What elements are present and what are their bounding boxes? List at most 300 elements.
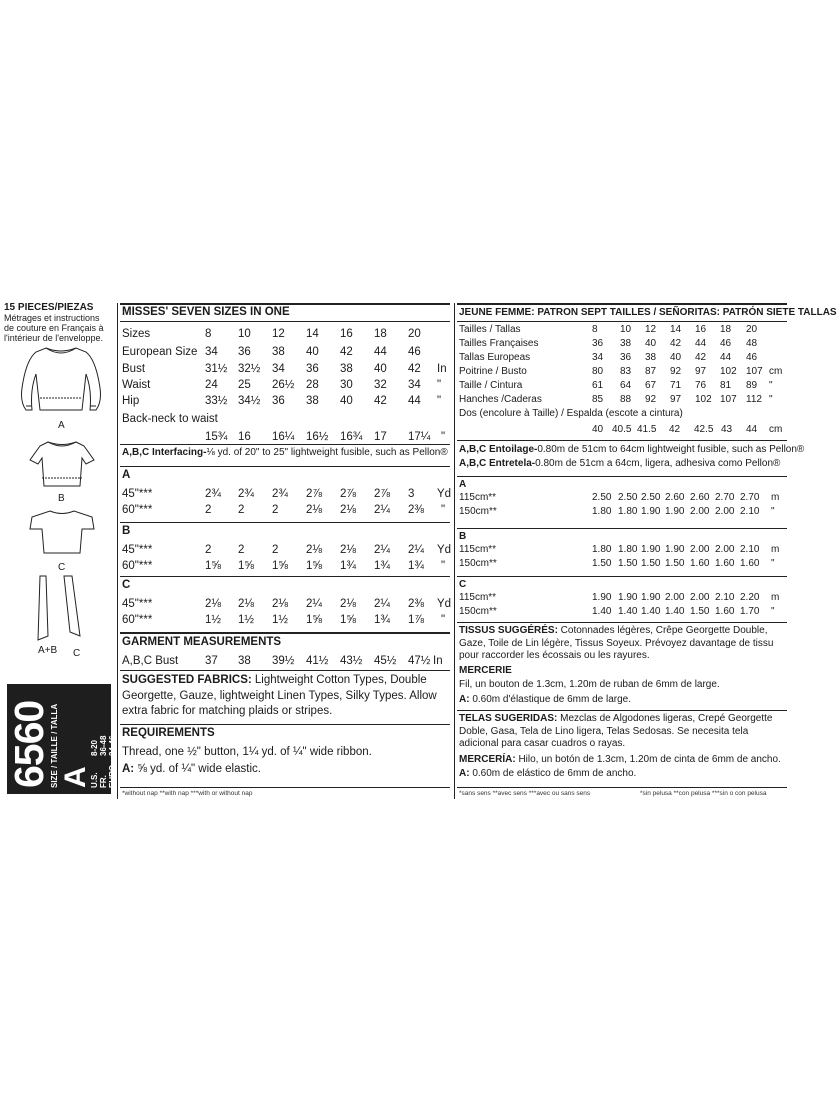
size-row-label: Waist [122, 379, 151, 391]
size-value: 20 [746, 324, 758, 335]
meterage-value: 1.80 [618, 506, 638, 517]
size-value: 80 [592, 366, 604, 377]
size-row-label: Sizes [122, 328, 151, 340]
entoilage-head: A,B,C Entoilage- [459, 444, 538, 455]
rule-line [120, 576, 450, 577]
mercerie-line: Fil, un bouton de 1.3cm, 1.20m de ruban de 6mm de large. [459, 679, 720, 690]
requirements-title: REQUIREMENTS [122, 727, 215, 739]
tissus-suggeres-head: TISSUS SUGGÉRÉS: [459, 625, 558, 636]
size-value: 10 [238, 328, 251, 340]
rule-line [120, 724, 450, 725]
merceria-a-head: A: [459, 768, 470, 779]
meterage-value: 2.60 [665, 492, 685, 503]
meterage-value: 2.10 [740, 506, 760, 517]
yardage-value: 2¼ [374, 504, 390, 516]
yardage-value: 1⅝ [306, 560, 322, 572]
backneck-value: 16 [238, 431, 251, 443]
size-value: 36 [306, 363, 319, 375]
meterage-value: 2.00 [690, 544, 710, 555]
size-value: 46 [408, 346, 421, 358]
yardage-value: 2 [238, 544, 245, 556]
rule-line [120, 466, 450, 467]
size-value: 34½ [238, 395, 261, 407]
size-value: 40 [306, 346, 319, 358]
fabric-width-label: 115cm** [459, 592, 497, 603]
meterage-value: 2.20 [740, 592, 760, 603]
unit-label: Yd [437, 544, 452, 556]
unit-label: " [437, 379, 442, 391]
size-row-label: Hip [122, 395, 140, 407]
view-label: C [122, 579, 131, 591]
meterage-value: 2.10 [740, 544, 760, 555]
unit-label: cm [769, 424, 783, 435]
meterage-value: 1.40 [665, 606, 685, 617]
french-note-line: Métrages et instructions [4, 313, 100, 323]
size-value: 61 [592, 380, 604, 391]
size-badge [6, 684, 117, 794]
size-value: 107 [720, 394, 737, 405]
size-value: 34 [408, 379, 421, 391]
view-b-sketch [24, 438, 100, 492]
garment-value: 37 [205, 655, 218, 667]
french-note-line: de couture en Français à [4, 323, 104, 333]
size-value: 16 [695, 324, 707, 335]
yardage-value: 2¼ [306, 598, 322, 610]
size-value: 28 [306, 379, 319, 391]
yardage-value: 1½ [272, 614, 288, 626]
size-value: 46 [746, 352, 758, 363]
requirements-a-head: A: [122, 763, 135, 775]
garment-value: 38 [238, 655, 251, 667]
telas-sugeridas [459, 713, 785, 751]
requirements-line: Thread, one ½" button, 1¼ yd. of ¼" wide ribbon. [122, 746, 372, 758]
backneck-value: 41.5 [637, 424, 657, 435]
footnote: *without nap **with nap ***with or without nap [122, 790, 253, 797]
fabric-width-label: 60"*** [122, 504, 153, 516]
yardage-value: 2⅛ [205, 598, 221, 610]
rule-line [120, 522, 450, 523]
interfacing-line [122, 447, 448, 459]
size-ranges [90, 736, 117, 788]
meterage-value: 1.60 [715, 558, 735, 569]
french-note-line: l'intérieur de l'enveloppe. [4, 333, 103, 343]
footnote-es: *sin pelusa **con pelusa ***sin o con pelusa [640, 790, 767, 797]
meterage-value: 1.90 [641, 506, 661, 517]
meterage-value: 2.00 [690, 506, 710, 517]
unit-label: In [437, 363, 447, 375]
yardage-value: 2 [238, 504, 245, 516]
unit-label: " [771, 558, 775, 569]
size-value: 25 [238, 379, 251, 391]
size-value: 32½ [238, 363, 261, 375]
size-value: 14 [670, 324, 682, 335]
entretela-line [459, 458, 780, 470]
telas-sugeridas-head: TELAS SUGERIDAS: [459, 713, 558, 724]
meterage-value: 1.90 [592, 592, 612, 603]
merceria-head: MERCERÍA: [459, 754, 516, 765]
size-value: 34 [592, 352, 604, 363]
rule-line [457, 303, 787, 305]
column-divider [117, 303, 118, 799]
size-value: 64 [620, 380, 632, 391]
unit-label: " [441, 560, 446, 572]
size-value: 42 [670, 338, 682, 349]
size-value: 30 [340, 379, 353, 391]
size-row-label: European Size [122, 346, 198, 358]
yardage-value: 2⅞ [306, 488, 322, 500]
pattern-number: 6560 [6, 700, 52, 788]
size-value: 48 [746, 338, 758, 349]
backneck-value: 16¼ [272, 431, 295, 443]
backneck-value: 15¾ [205, 431, 228, 443]
rule-line [457, 440, 787, 441]
yardage-value: 1¾ [374, 614, 390, 626]
yardage-value: 2⅛ [340, 544, 356, 556]
fabric-width-label: 45"*** [122, 598, 153, 610]
backneck-value: 44 [746, 424, 758, 435]
yardage-value: 1⅞ [408, 614, 424, 626]
backneck-value: 17 [374, 431, 387, 443]
tissus-suggeres-text: Cotonnades légères, Crêpe Georgette Double, Gaze, Toile de Lin légère, Tissus Soyeux. Prévoyez davantage de tissu pour raccorder les écossais ou les rayures. [459, 625, 774, 661]
size-value: 38 [620, 338, 632, 349]
yardage-value: 2⅛ [306, 544, 322, 556]
entoilage-text: 0.80m de 51cm to 64cm lightweight fusible, such as Pellon® [537, 444, 805, 455]
meterage-value: 1.40 [641, 606, 661, 617]
euro-label: EURO. [108, 762, 117, 788]
yardage-value: 1⅝ [238, 560, 254, 572]
garment-title: GARMENT MEASUREMENTS [122, 636, 282, 648]
view-label-a: A [58, 420, 65, 431]
french-title: JEUNE FEMME: PATRON SEPT TAILLES / SEÑORITAS: PATRÓN SIETE TALLAS [459, 307, 837, 318]
size-row-label: Bust [122, 363, 146, 375]
size-value: 92 [645, 394, 657, 405]
rule-line [120, 787, 450, 788]
meterage-value: 1.90 [665, 506, 685, 517]
unit-label: Yd [437, 598, 452, 610]
size-value: 8 [205, 328, 212, 340]
size-label: SIZE / TAILLE / TALLA [50, 703, 59, 788]
size-value: 44 [374, 346, 387, 358]
meterage-value: 1.50 [618, 558, 638, 569]
size-value: 14 [306, 328, 319, 340]
meterage-value: 1.50 [665, 558, 685, 569]
telas-sugeridas-text: Mezclas de Algodones ligeras, Crepé Georgette Doble, Gasa, Tela de Lino ligera, Telas Sedosas. Se necesita tela adicional para casar cuadros o rayas. [459, 713, 773, 749]
mercerie-a [459, 694, 631, 706]
size-value: 38 [340, 363, 353, 375]
rule-line [457, 576, 787, 577]
size-value: 16 [340, 328, 353, 340]
size-value: 10 [620, 324, 632, 335]
yardage-value: 2⅜ [408, 504, 424, 516]
pieces-count: 15 PIECES/PIEZAS [4, 302, 94, 313]
yardage-value: 1½ [205, 614, 221, 626]
entoilage-line [459, 444, 804, 456]
size-value: 34 [205, 346, 218, 358]
rule-line [457, 321, 787, 322]
size-value: 26½ [272, 379, 295, 391]
fabric-width-label: 150cm** [459, 558, 497, 569]
yardage-value: 2¾ [272, 488, 288, 500]
size-value: 38 [306, 395, 319, 407]
yardage-value: 2⅛ [272, 598, 288, 610]
unit-label: " [771, 606, 775, 617]
rule-line [120, 321, 450, 322]
size-value: 33½ [205, 395, 228, 407]
yardage-value: 1¾ [374, 560, 390, 572]
backneck-value: 40 [592, 424, 604, 435]
meterage-value: 2.50 [618, 492, 638, 503]
meterage-value: 2.00 [715, 544, 735, 555]
fabric-width-label: 60"*** [122, 560, 153, 572]
rule-line [120, 670, 450, 671]
yardage-value: 2⅛ [340, 598, 356, 610]
unit-label: " [769, 394, 773, 405]
meterage-value: 2.50 [592, 492, 612, 503]
size-value: 44 [408, 395, 421, 407]
rule-line [120, 632, 450, 634]
size-value: 89 [746, 380, 758, 391]
unit-label: Yd [437, 488, 452, 500]
meterage-value: 1.90 [618, 592, 638, 603]
merceria-a-text: 0.60m de elástico de 6mm de ancho. [469, 768, 637, 779]
fabric-width-label: 115cm** [459, 492, 497, 503]
entretela-head: A,B,C Entretela- [459, 458, 536, 469]
meterage-value: 1.60 [740, 558, 760, 569]
size-value: 112 [746, 394, 762, 405]
meterage-value: 2.60 [690, 492, 710, 503]
size-value: 107 [746, 366, 763, 377]
size-row-label: Tallas Europeas [459, 352, 531, 363]
backneck-value: 42.5 [694, 424, 714, 435]
yardage-value: 2 [272, 504, 279, 516]
yardage-value: 2¼ [374, 598, 390, 610]
yardage-value: 1⅝ [205, 560, 221, 572]
garment-label: A,B,C Bust [122, 655, 179, 667]
rule-line [457, 710, 787, 711]
size-value: 42 [695, 352, 707, 363]
view-label: B [122, 525, 131, 537]
size-value: 44 [720, 352, 732, 363]
interfacing-head: A,B,C Interfacing- [122, 447, 207, 458]
unit-label: " [441, 431, 446, 443]
meterage-value: 1.90 [641, 544, 661, 555]
fabric-width-label: 60"*** [122, 614, 153, 626]
size-value: 24 [205, 379, 218, 391]
meterage-value: 2.10 [715, 592, 735, 603]
fr-label: FR. [99, 775, 108, 788]
view-a-sketch [16, 340, 106, 420]
view-label-c: C [58, 562, 66, 573]
view-label: B [459, 531, 467, 542]
column-divider [454, 303, 455, 799]
view-label-c2: C [73, 648, 81, 659]
size-value: 46 [720, 338, 732, 349]
yardage-value: 2⅜ [408, 598, 424, 610]
size-row-label: Poitrine / Busto [459, 366, 527, 377]
meterage-value: 2.50 [641, 492, 661, 503]
yardage-value: 1⅝ [306, 614, 322, 626]
garment-value: 43½ [340, 655, 363, 667]
yardage-value: 1⅝ [272, 560, 288, 572]
mercerie-a-text: 0.60m d'élastique de 6mm de large. [469, 694, 632, 705]
view-label: C [459, 579, 467, 590]
size-row-label: Taille / Cintura [459, 380, 523, 391]
rule-line [120, 444, 450, 445]
backneck-value: 17¼ [408, 431, 431, 443]
yardage-value: 2⅞ [340, 488, 356, 500]
meterage-value: 1.40 [592, 606, 612, 617]
size-value: 71 [670, 380, 682, 391]
meterage-value: 1.90 [641, 592, 661, 603]
fabric-width-label: 45"*** [122, 488, 153, 500]
suggested-fabrics [122, 673, 448, 720]
yardage-value: 2¼ [408, 544, 424, 556]
unit-label: " [441, 504, 446, 516]
size-value: 83 [620, 366, 632, 377]
view-c-sketch [24, 507, 100, 559]
size-value: 97 [695, 366, 707, 377]
unit-label: " [769, 380, 773, 391]
euro-range: 34-46 [108, 735, 117, 756]
mercerie-a-head: A: [459, 694, 470, 705]
size-letter: A [59, 766, 92, 788]
meterage-value: 1.40 [618, 606, 638, 617]
size-value: 18 [720, 324, 732, 335]
size-value: 88 [620, 394, 632, 405]
size-value: 102 [695, 394, 712, 405]
backneck-value: 42 [669, 424, 681, 435]
backneck-value: 16½ [306, 431, 329, 443]
us-label: U.S. [90, 772, 99, 788]
meterage-value: 1.70 [740, 606, 760, 617]
meterage-value: 1.60 [715, 606, 735, 617]
yardage-value: 1⅝ [340, 614, 356, 626]
size-value: 40 [670, 352, 682, 363]
unit-label: m [771, 592, 780, 603]
size-value: 85 [592, 394, 604, 405]
merceria [459, 754, 785, 767]
yardage-value: 2¾ [205, 488, 221, 500]
size-value: 31½ [205, 363, 228, 375]
us-range: 8-20 [90, 739, 99, 756]
garment-value: 47½ [408, 655, 431, 667]
suggested-fabrics-text: Lightweight Cotton Types, Double Georgette, Gauze, lightweight Linen Types, Silky Types. Allow extra fabric for matching plaids or stripes. [122, 674, 437, 717]
size-value: 36 [238, 346, 251, 358]
pieces-note [4, 303, 122, 343]
yardage-value: 2⅞ [374, 488, 390, 500]
size-value: 67 [645, 380, 657, 391]
requirements-a-text: ⅝ yd. of ¼" wide elastic. [134, 763, 261, 775]
size-value: 42 [340, 346, 353, 358]
size-value: 92 [670, 366, 682, 377]
size-value: 81 [720, 380, 732, 391]
backneck-value: 16¾ [340, 431, 363, 443]
unit-label: cm [769, 366, 783, 377]
rule-line [120, 303, 450, 305]
garment-value: 39½ [272, 655, 295, 667]
size-value: 36 [592, 338, 604, 349]
size-value: 38 [272, 346, 285, 358]
size-value: 38 [645, 352, 657, 363]
meterage-value: 1.80 [592, 544, 612, 555]
entretela-text: 0.80m de 51cm a 64cm, ligera, adhesiva como Pellon® [535, 458, 781, 469]
rule-line [457, 787, 787, 788]
size-row-label: Tailles Françaises [459, 338, 539, 349]
fr-range: 36-48 [99, 735, 108, 756]
footnote-fr: *sans sens **avec sens ***avec ou sans sens [459, 790, 591, 797]
backneck-label: Back-neck to waist [122, 413, 218, 425]
size-value: 34 [272, 363, 285, 375]
view-label-b: B [58, 493, 65, 504]
unit-label: " [437, 395, 442, 407]
yardage-value: 2 [205, 504, 212, 516]
view-label: A [459, 479, 467, 490]
english-title: MISSES' SEVEN SIZES IN ONE [122, 306, 290, 318]
size-value: 20 [408, 328, 421, 340]
merceria-a [459, 768, 636, 780]
meterage-value: 2.00 [715, 506, 735, 517]
garment-value: 45½ [374, 655, 397, 667]
size-value: 44 [695, 338, 707, 349]
size-value: 42 [408, 363, 421, 375]
size-value: 76 [695, 380, 707, 391]
rule-line [457, 476, 787, 477]
size-value: 8 [592, 324, 598, 335]
meterage-value: 2.70 [715, 492, 735, 503]
tissus-suggeres [459, 625, 785, 663]
yardage-value: 2 [205, 544, 212, 556]
merceria-text: Hilo, un botón de 1.3cm, 1.20m de cinta de 6mm de ancho. [515, 754, 781, 765]
meterage-value: 1.50 [641, 558, 661, 569]
yardage-value: 2¼ [374, 544, 390, 556]
meterage-value: 1.50 [690, 606, 710, 617]
size-value: 40 [374, 363, 387, 375]
interfacing-text: ⅛ yd. of 20" to 25" lightweight fusible, such as Pellon® [206, 447, 448, 458]
yardage-value: 3 [408, 488, 415, 500]
unit-label: m [771, 544, 780, 555]
unit-label: " [441, 614, 446, 626]
yardage-value: 2 [272, 544, 279, 556]
garment-value: 41½ [306, 655, 329, 667]
rule-line [457, 528, 787, 529]
backneck-value: 43 [721, 424, 733, 435]
meterage-value: 1.90 [665, 544, 685, 555]
size-value: 87 [645, 366, 657, 377]
meterage-value: 1.80 [592, 506, 612, 517]
size-value: 102 [720, 366, 737, 377]
fabric-width-label: 150cm** [459, 506, 497, 517]
size-row-label: Tailles / Tallas [459, 324, 521, 335]
size-value: 36 [272, 395, 285, 407]
requirements-a [122, 762, 261, 776]
size-value: 32 [374, 379, 387, 391]
view-label-ab: A+B [38, 645, 58, 656]
yardage-value: 2¾ [238, 488, 254, 500]
size-value: 12 [272, 328, 285, 340]
backneck-value: 40.5 [612, 424, 632, 435]
rule-line [457, 622, 787, 623]
meterage-value: 2.70 [740, 492, 760, 503]
meterage-value: 1.60 [690, 558, 710, 569]
yardage-value: 1½ [238, 614, 254, 626]
view-label: A [122, 469, 131, 481]
fabric-width-label: 115cm** [459, 544, 497, 555]
size-value: 18 [374, 328, 387, 340]
mercerie-title: MERCERIE [459, 665, 512, 676]
size-value: 36 [620, 352, 632, 363]
size-row-label: Hanches /Caderas [459, 394, 542, 405]
fabric-width-label: 150cm** [459, 606, 497, 617]
